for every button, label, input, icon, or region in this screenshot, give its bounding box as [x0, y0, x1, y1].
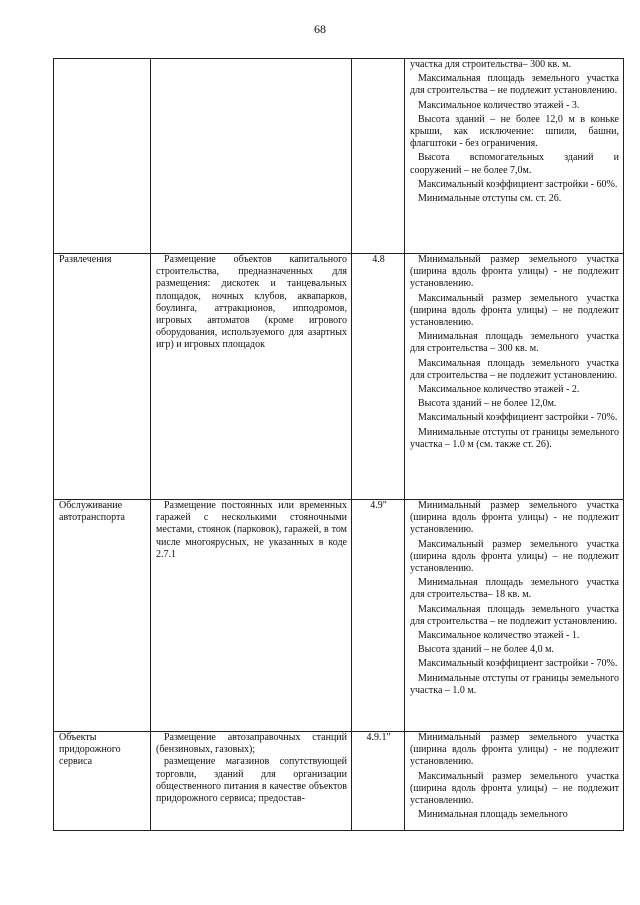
parameter-paragraph: Высота зданий – не более 12,0м. [418, 398, 557, 410]
table-row [54, 732, 624, 831]
use-type-code: 4.9.1" [352, 732, 405, 831]
parameter-paragraph: Минимальный размер земельного участка (ширина вдоль фронта улицы) - не подлежит установлению. [410, 732, 619, 768]
land-use-table [53, 58, 624, 831]
use-type-code: 4.8 [352, 254, 405, 500]
parameter-paragraph: Максимальное количество этажей - 1. [418, 630, 580, 642]
use-type-name: Объекты придорожного сервиса [54, 732, 151, 831]
use-type-description [151, 254, 352, 500]
table-row [54, 59, 624, 254]
parameter-paragraph: Высота зданий – не более 4,0 м. [418, 644, 554, 656]
use-type-code: 4.9" [352, 500, 405, 732]
use-type-description [151, 732, 352, 831]
parameter-paragraph: Минимальный размер земельного участка (ширина вдоль фронта улицы) - не подлежит установлению. [410, 254, 619, 290]
parameter-paragraph: Высота вспомогательных зданий и сооружений – не более 7,0м. [410, 152, 619, 176]
parameter-paragraph: Высота зданий – не более 12,0 м в коньке крыши, как исключение: шпили, башни, флагштоки - без ограничения. [410, 113, 619, 150]
use-type-name: Развлечения [54, 254, 151, 500]
use-type-name [54, 59, 151, 254]
parameter-paragraph: Максимальный размер земельного участка (ширина вдоль фронта улицы) – не подлежит установлению. [410, 292, 619, 329]
parameter-paragraph: Минимальные отступы см. ст. 26. [418, 193, 562, 205]
parameter-paragraph: участка для строительства– 300 кв. м. [410, 59, 571, 70]
parameter-paragraph: Минимальная площадь земельного участка для строительства– 18 кв. м. [410, 577, 619, 601]
page-number: 68 [314, 22, 326, 36]
description-paragraph: Размещение постоянных или временных гаражей с несколькими стояночными местами, стоянок (парковок), гаражей, в том числе многоярусных, не указанных в коде 2.7.1 [156, 500, 347, 560]
parameter-paragraph: Минимальная площадь земельного [418, 809, 568, 821]
description-paragraph: Размещение автозаправочных станций (бензиновых, газовых); [156, 732, 347, 756]
parameter-paragraph: Минимальный размер земельного участка (ширина вдоль фронта улицы) - не подлежит установлению. [410, 500, 619, 536]
parameter-paragraph: Максимальное количество этажей - 2. [418, 384, 580, 396]
parameter-paragraph: Максимальная площадь земельного участка для строительства – не подлежит установлению. [410, 357, 619, 381]
table-row [54, 500, 624, 732]
parameter-paragraph: Максимальный коэффициент застройки - 70%. [418, 412, 618, 424]
parameter-paragraph: Максимальный коэффициент застройки - 60%. [418, 178, 618, 190]
use-type-description [151, 59, 352, 254]
use-type-description [151, 500, 352, 732]
description-paragraph: размещение магазинов сопутствующей торговли, зданий для организации общественного питания в качестве объектов придорожного сервиса; предостав- [156, 756, 347, 805]
table-row [54, 254, 624, 500]
parameter-paragraph: Минимальные отступы от границы земельного участка – 1.0 м (см. также ст. 26). [410, 426, 619, 450]
parameter-paragraph: Максимальная площадь земельного участка для строительства – не подлежит установлению. [410, 73, 619, 97]
parameter-paragraph: Максимальный размер земельного участка (ширина вдоль фронта улицы) – не подлежит установлению. [410, 538, 619, 575]
use-type-parameters [405, 59, 624, 254]
parameter-paragraph: Минимальные отступы от границы земельного участка – 1.0 м. [410, 672, 619, 696]
use-type-code [352, 59, 405, 254]
use-type-parameters [405, 732, 624, 831]
use-type-name: Обслуживание автотранспорта [54, 500, 151, 732]
use-type-parameters [405, 500, 624, 732]
parameter-paragraph: Максимальный размер земельного участка (ширина вдоль фронта улицы) – не подлежит установлению. [410, 770, 619, 807]
parameter-paragraph: Минимальная площадь земельного участка для строительства – 300 кв. м. [410, 331, 619, 355]
parameter-paragraph: Максимальная площадь земельного участка для строительства – не подлежит установлению. [410, 603, 619, 627]
description-paragraph: Размещение объектов капитального строительства, предназначенных для размещения: дискотек и танцевальных площадок, ночных клубов, аквапарков, боулинга, аттракционов, ипподромов, игровых автоматов (кроме игрового оборудования, используемого для азартных игр) и игровых площадок [156, 254, 347, 351]
parameter-paragraph: Максимальный коэффициент застройки - 70%. [418, 658, 618, 670]
parameter-paragraph: Максимальное количество этажей - 3. [418, 99, 580, 111]
use-type-parameters [405, 254, 624, 500]
